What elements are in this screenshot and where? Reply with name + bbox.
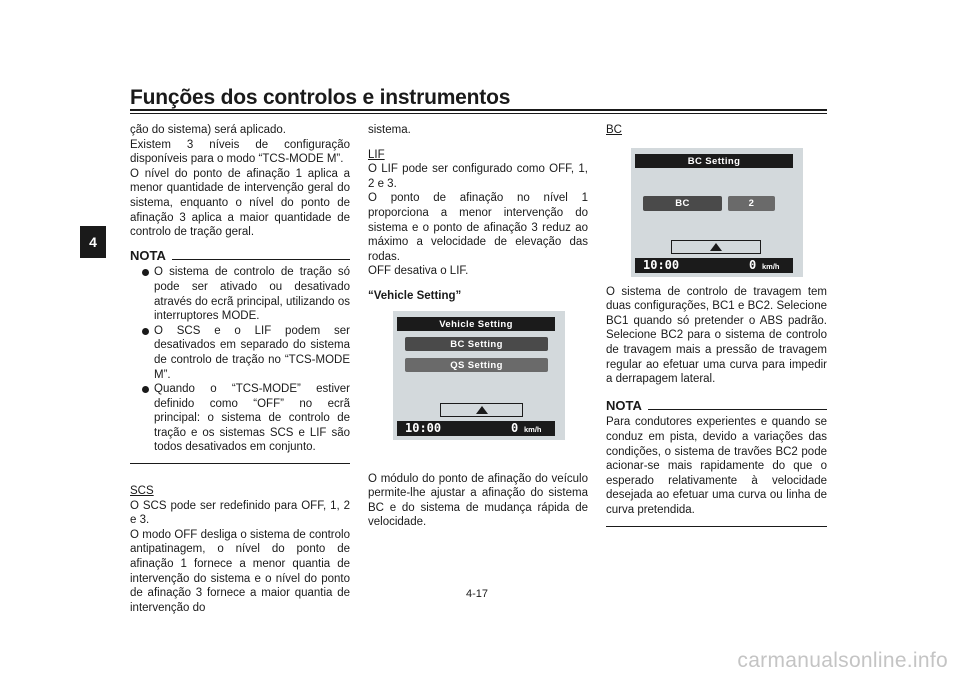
nota-rule <box>172 259 350 260</box>
nota-label: NOTA <box>606 397 642 413</box>
screen-title-bar: Vehicle Setting <box>397 317 555 331</box>
bc-setting-screen <box>631 148 803 277</box>
list-item: Quando o “TCS-MODE” estiver definido como “OFF” no ecrã principal: o sistema de controlo de tração e os sistemas SCS e LIF são todos desativados em conjunto. <box>142 382 350 455</box>
paragraph: O ponto de afinação no nível 1 proporciona a menor intervenção do sistema e o ponto de afinação 3 reduz ao máximo a velocidade de elevação das rodas. <box>368 192 588 263</box>
bullet-icon <box>142 328 149 335</box>
list-item: O sistema de controlo de tração só pode ser ativado ou desativado através do ecrã principal, utilizando os interruptores MODE. <box>142 265 350 323</box>
paragraph: O SCS pode ser redefinido para OFF, 1, 2 e 3. <box>130 499 350 527</box>
paragraph: O módulo do ponto de afinação do veículo permite-lhe ajustar a afinação do sistema BC e do sistema de mudança rápida de velocidade. <box>368 472 588 529</box>
paragraph: ção do sistema) será aplicado. <box>130 124 286 136</box>
clock-readout: 10:00 <box>405 421 442 435</box>
speed-readout: 0 <box>511 421 519 435</box>
paragraph: O sistema de controlo de travagem tem duas configurações, BC1 e BC2. Selecione BC1 quando só pretender o ABS padrão. Selecione BC2 para o sistema de controlo de travagem mais a pressão de travagem regular ao efetuar uma curva para impedir a derrapagem lateral. <box>606 285 827 386</box>
scroll-up-indicator <box>440 403 523 417</box>
bullet-icon <box>142 269 149 276</box>
nota-end-rule <box>606 526 827 527</box>
screen-title-bar: BC Setting <box>635 154 793 168</box>
column-1 <box>130 123 350 615</box>
list-item: O SCS e o LIF podem ser desativados em separado do sistema de controlo de tração no “TCS-MODE M”. <box>142 324 350 382</box>
nota-rule <box>648 409 827 410</box>
watermark: carmanualsonline.info <box>737 649 948 672</box>
nota-label: NOTA <box>130 247 166 263</box>
paragraph: sistema. <box>368 124 411 136</box>
section-heading-bc: BC <box>606 124 622 136</box>
vehicle-setting-screen <box>393 311 565 440</box>
section-heading-lif: LIF <box>368 148 385 161</box>
nota-list <box>130 265 350 455</box>
bc-setting-item: BC Setting <box>405 337 548 351</box>
nota-end-rule <box>130 463 350 464</box>
paragraph: Existem 3 níveis de configuração disponíveis para o modo “TCS-MODE M”. <box>130 138 350 166</box>
chapter-tab: 4 <box>80 226 106 258</box>
paragraph: Para condutores experientes e quando se conduz em pista, devido a variações das condições, o sistema de travões BC2 pode acionar-se mais rapidamente do que o esperado relativamente à velocidade desejada ao efetuar uma curva ou linha de curva pretendida. <box>606 416 827 516</box>
page-number: 4-17 <box>466 588 489 600</box>
speed-unit: km/h <box>524 425 542 434</box>
bc-label: BC <box>643 196 722 211</box>
paragraph: O nível do ponto de afinação 1 aplica a menor quantidade de intervenção geral do sistema, enquanto o nível do ponto de afinação 3 aplica a maior quantidade de controlo de tração geral. <box>130 167 350 239</box>
header-rule-thin <box>130 113 827 114</box>
screen-status-bar <box>397 421 555 436</box>
page-title: Funções dos controlos e instrumentos <box>130 86 511 109</box>
section-heading-scs: SCS <box>130 485 154 498</box>
speed-readout: 0 <box>749 258 757 272</box>
nota-heading <box>130 249 350 264</box>
qs-setting-item: QS Setting <box>405 358 548 372</box>
speed-unit: km/h <box>762 262 780 271</box>
paragraph: O LIF pode ser configurado como OFF, 1, 2 e 3. <box>368 163 588 190</box>
up-triangle-icon <box>710 243 722 251</box>
scroll-up-indicator <box>671 240 761 254</box>
nota-heading <box>606 399 827 414</box>
section-heading-vehicle-setting: “Vehicle Setting” <box>368 289 462 302</box>
header-rule <box>130 109 827 111</box>
paragraph: O modo OFF desliga o sistema de controlo antipatinagem, o nível do ponto de afinação 1 fornece a menor quantia de intervenção do sistema e o nível do ponto de afinação 3 fornece a maior quantia de intervenção do <box>130 528 350 614</box>
bc-value: 2 <box>728 196 775 211</box>
up-triangle-icon <box>476 406 488 414</box>
clock-readout: 10:00 <box>643 258 680 272</box>
bullet-icon <box>142 386 149 393</box>
paragraph: OFF desativa o LIF. <box>368 265 469 278</box>
screen-status-bar <box>635 258 793 273</box>
